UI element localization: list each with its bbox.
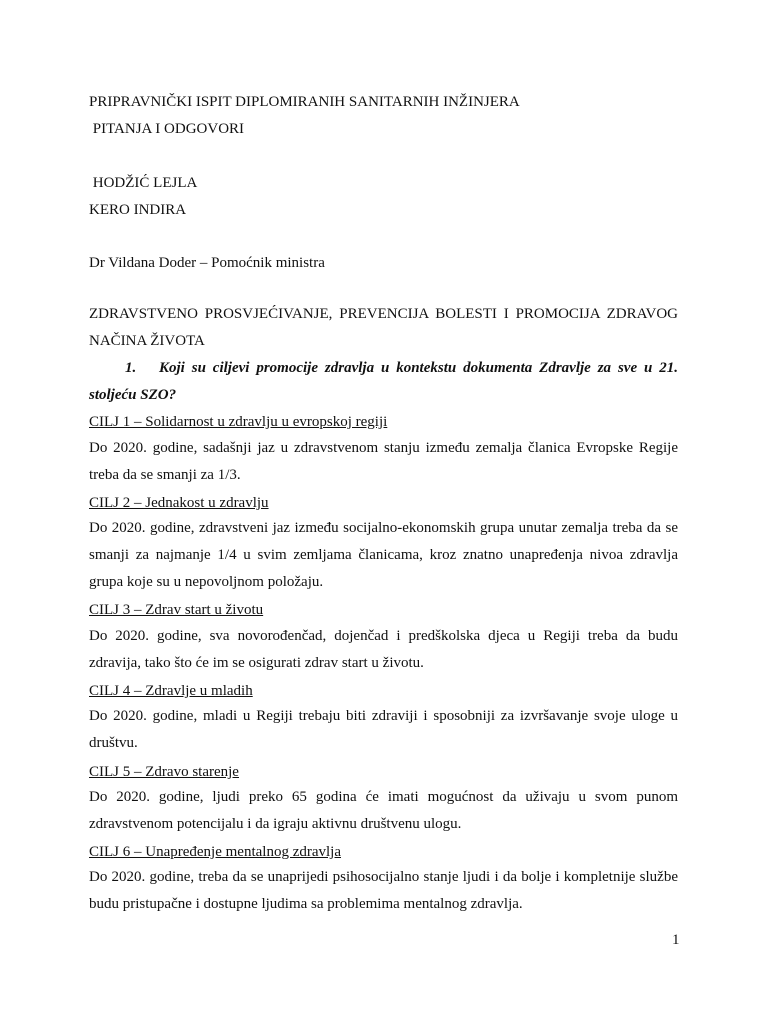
goal-text: Do 2020. godine, sva novorođenčad, dojenčad i predškolska djeca u Regiji treba da budu zdravija, tako što će im se osigurati zdrav start u životu. [89, 628, 678, 671]
goal-heading: CILJ 5 – Zdravo starenje [89, 764, 239, 780]
goal-heading: CILJ 1 – Solidarnost u zdravlju u evropskoj regiji [89, 414, 388, 430]
goal-text: Do 2020. godine, sadašnji jaz u zdravstvenom stanju između zemalja članica Evropske Regije treba da se smanji za 1/3. [89, 440, 678, 483]
question-text: Koji su ciljevi promocije zdravlja u kontekstu dokumenta Zdravlje za sve u 21. stoljeću SZO? [89, 360, 678, 403]
goal-heading: CILJ 6 – Unapređenje mentalnog zdravlja [89, 844, 341, 860]
document-title: PRIPRAVNIČKI ISPIT DIPLOMIRANIH SANITARNIH INŽINJERA [89, 94, 520, 110]
page-number: 1 [672, 932, 680, 948]
goal-heading: CILJ 2 – Jednakost u zdravlju [89, 495, 269, 511]
goal-heading: CILJ 4 – Zdravlje u mladih [89, 683, 253, 699]
question-number: 1. [125, 360, 137, 376]
goal-text: Do 2020. godine, mladi u Regiji trebaju biti zdraviji i sposobniji za izvršavanje svoje uloge u društvu. [89, 708, 678, 751]
author-name: KERO INDIRA [89, 202, 187, 218]
goal-text: Do 2020. godine, ljudi preko 65 godina će imati mogućnost da uživaju u svom punom zdravstvenom potencijalu i da igraju aktivnu društvenu ulogu. [89, 789, 678, 832]
question-1 [89, 355, 678, 409]
section-title: ZDRAVSTVENO PROSVJEĆIVANJE, PREVENCIJA BOLESTI I PROMOCIJA ZDRAVOG NAČINA ŽIVOTA [89, 306, 678, 349]
document-subtitle: PITANJA I ODGOVORI [89, 121, 245, 137]
mentor-line: Dr Vildana Doder – Pomoćnik ministra [89, 255, 325, 271]
goal-text: Do 2020. godine, treba da se unapriјedi psihosocijalno stanje ljudi i da bolje i kompletnije službe budu pristupačne i dostupne ljudima sa problemima mentalnog zdravlja. [89, 869, 678, 912]
author-name: HODŽIĆ LEJLA [89, 175, 198, 191]
goal-heading: CILJ 3 – Zdrav start u životu [89, 602, 264, 618]
goal-text: Do 2020. godine, zdravstveni jaz između socijalno-ekonomskih grupa unutar zemalja treba da se smanji za najmanje 1/4 u svim zemljama članicama, kroz znatno unapređenja nivoa zdravlja grupa koje su u nepovoljnom položaju. [89, 520, 678, 590]
